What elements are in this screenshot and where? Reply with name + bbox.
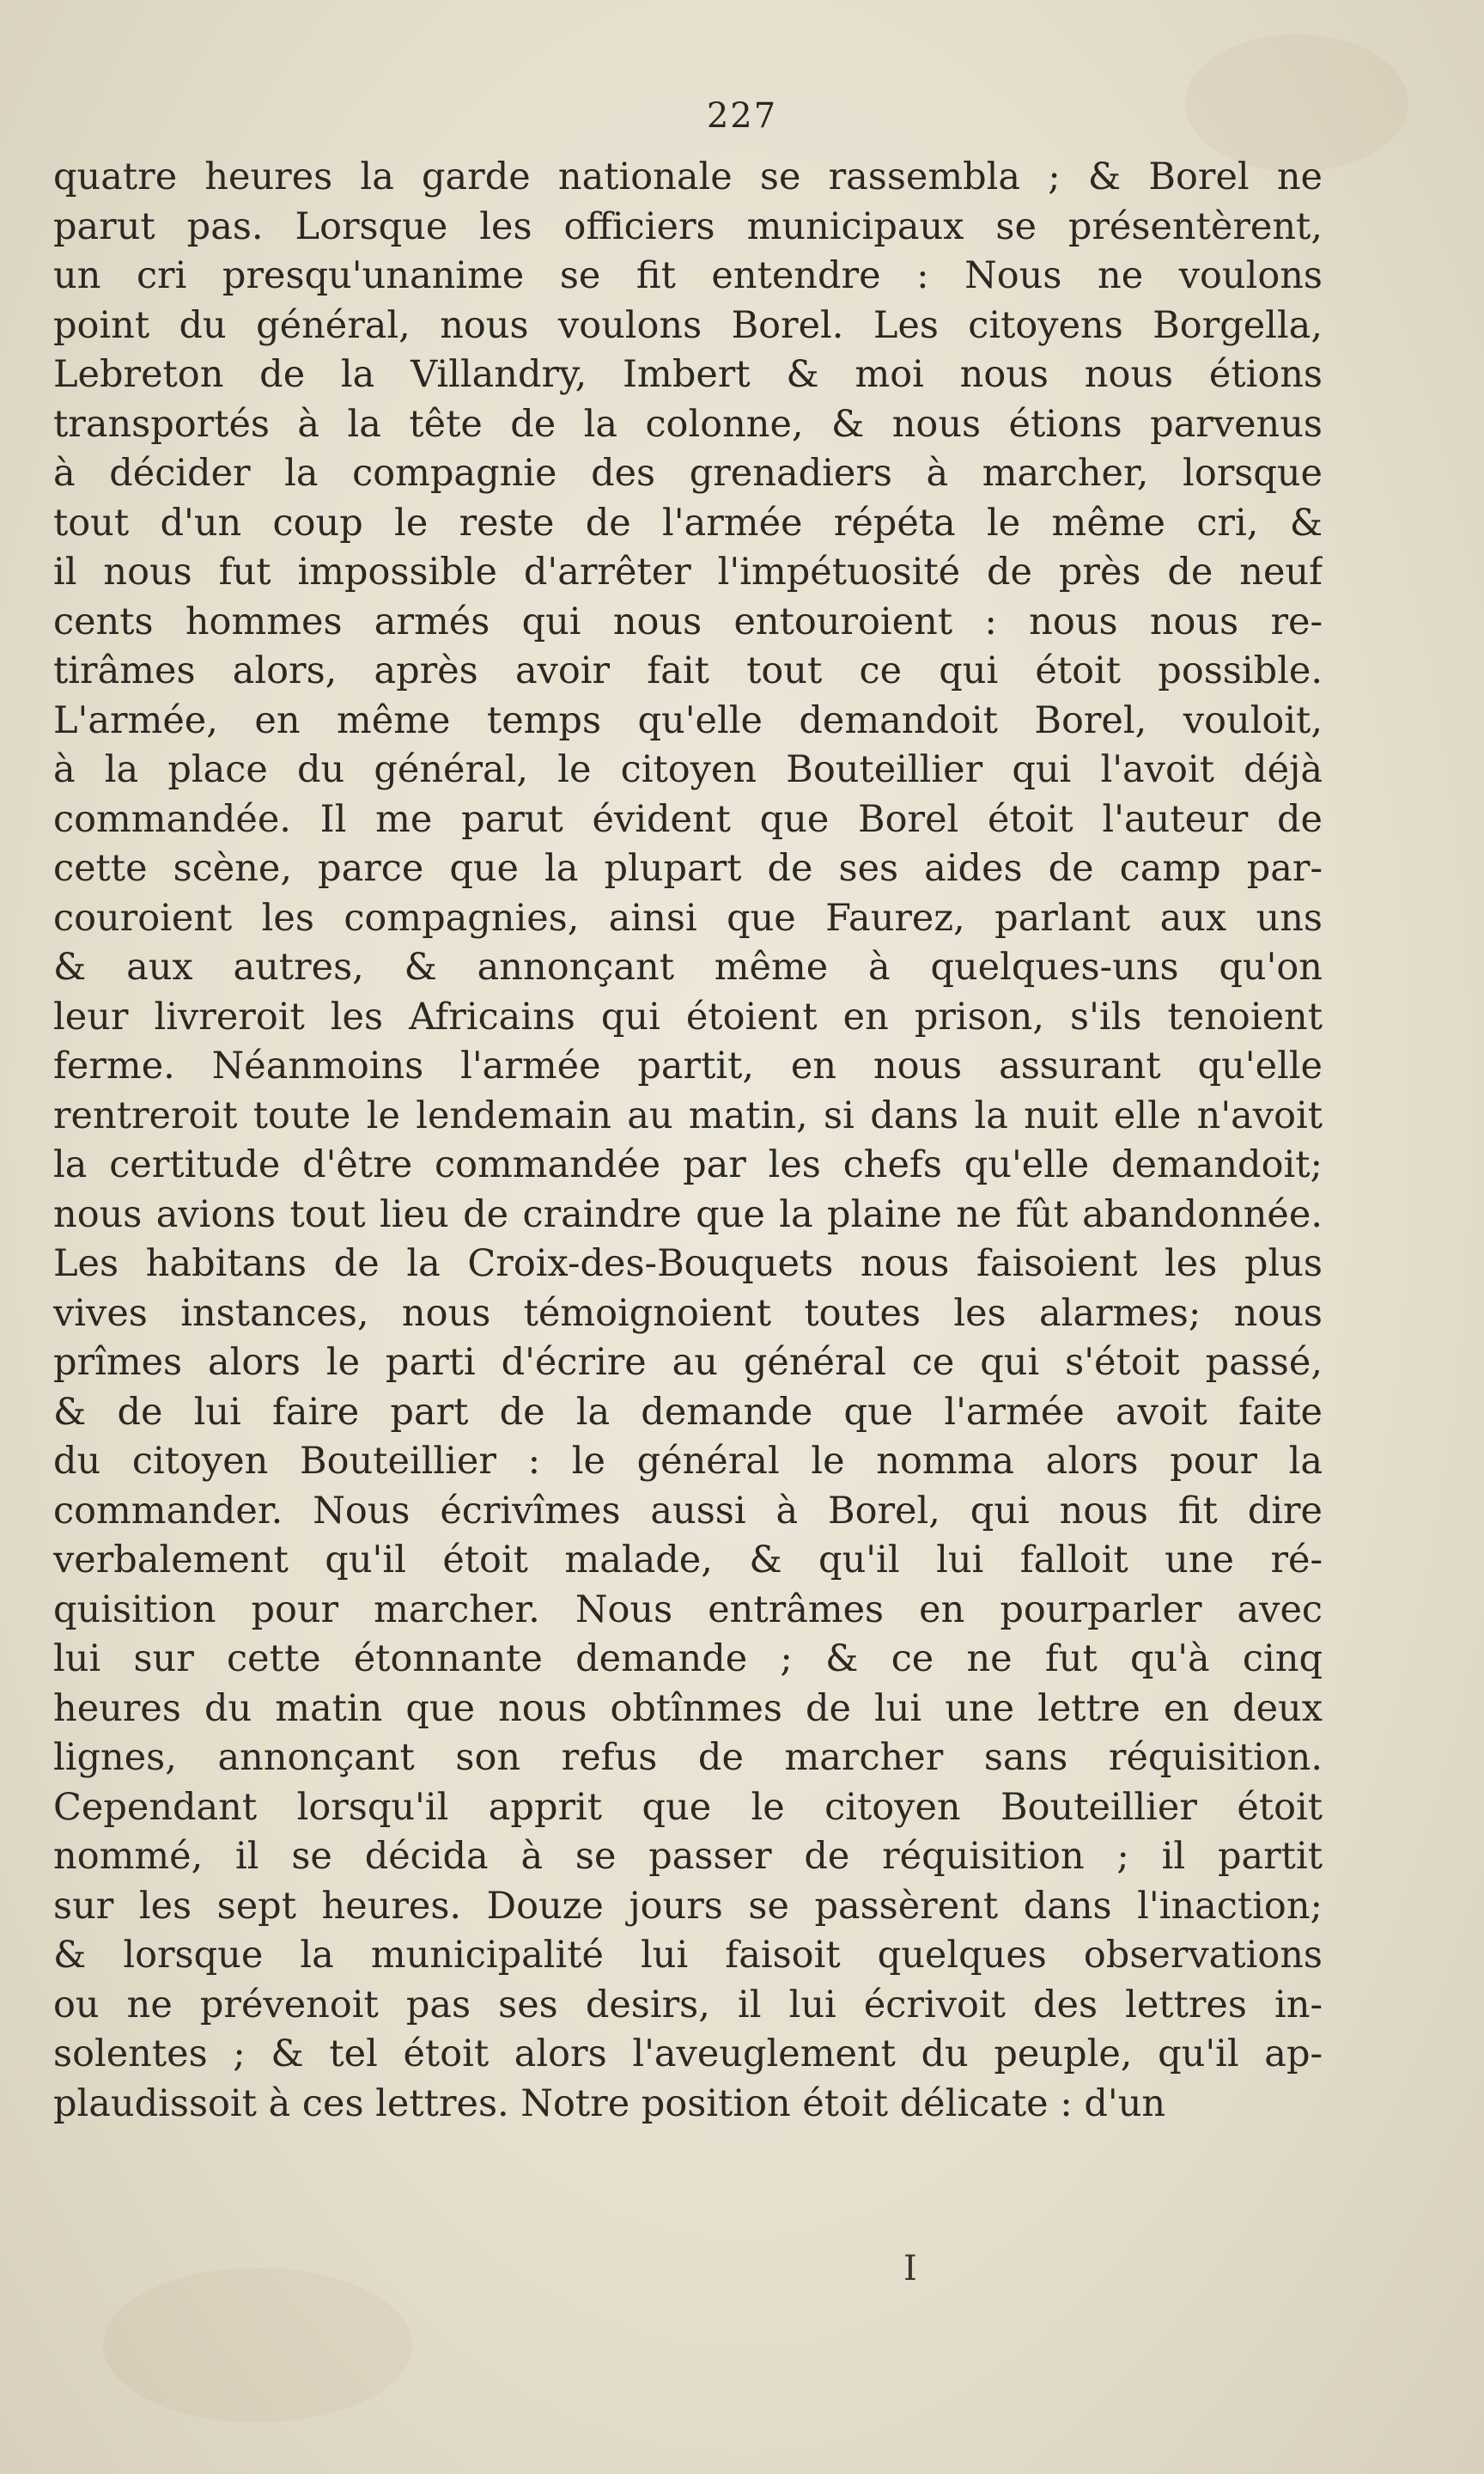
text-line: transportés à la tête de la colonne, & nous étions parvenus	[53, 402, 1323, 446]
text-line: & lorsque la municipalité lui faisoit quelques observations	[53, 1934, 1323, 1977]
text-line: Les habitans de la Croix-des-Bouquets nous faisoient les plus	[53, 1242, 1323, 1285]
text-line: la certitude d'être commandée par les chefs qu'elle demandoit;	[53, 1143, 1323, 1186]
text-line: & de lui faire part de la demande que l'armée avoit faite	[53, 1390, 1323, 1434]
text-line: plaudissoit à ces lettres. Notre position étoit délicate : d'un	[53, 2081, 1166, 2125]
text-line: leur livreroit les Africains qui étoient en prison, s'ils tenoient	[53, 995, 1323, 1039]
text-line: lignes, annonçant son refus de marcher sans réquisition.	[53, 1736, 1323, 1779]
text-line: tirâmes alors, après avoir fait tout ce qui étoit possible.	[53, 649, 1323, 692]
text-line: nommé, il se décida à se passer de réquisition ; il partit	[53, 1835, 1323, 1878]
signature-mark: I	[903, 2249, 917, 2288]
text-line: il nous fut impossible d'arrêter l'impétuosité de près de neuf	[53, 551, 1323, 594]
text-line: commander. Nous écrivîmes aussi à Borel, qui nous fit dire	[53, 1489, 1323, 1533]
text-line: ou ne prévenoit pas ses desirs, il lui écrivoit des lettres in-	[53, 1983, 1323, 2026]
text-line: du citoyen Bouteillier : le général le nomma alors pour la	[53, 1440, 1323, 1483]
text-line: rentreroit toute le lendemain au matin, si dans la nuit elle n'avoit	[53, 1094, 1323, 1137]
text-line: couroient les compagnies, ainsi que Faurez, parlant aux uns	[53, 896, 1323, 940]
paper-stain	[103, 2268, 412, 2422]
text-line: cents hommes armés qui nous entouroient : nous nous re-	[53, 600, 1323, 643]
text-line: ferme. Néanmoins l'armée partit, en nous assurant qu'elle	[53, 1045, 1323, 1088]
text-line: point du général, nous voulons Borel. Les citoyens Borgella,	[53, 303, 1323, 347]
text-line: cette scène, parce que la plupart de ses aides de camp par-	[53, 847, 1323, 890]
text-line: sur les sept heures. Douze jours se passèrent dans l'inaction;	[53, 1884, 1323, 1928]
text-line: solentes ; & tel étoit alors l'aveuglement du peuple, qu'il ap-	[53, 2032, 1323, 2075]
text-line: commandée. Il me parut évident que Borel étoit l'auteur de	[53, 797, 1323, 841]
text-line: à la place du général, le citoyen Bouteillier qui l'avoit déjà	[53, 748, 1323, 791]
text-line: un cri presqu'unanime se fit entendre : Nous ne voulons	[53, 254, 1323, 297]
page-number: 227	[706, 96, 778, 136]
text-line: quisition pour marcher. Nous entrâmes en pourparler avec	[53, 1587, 1323, 1631]
text-line: Cependant lorsqu'il apprit que le citoyen Bouteillier étoit	[53, 1785, 1323, 1829]
body-text	[53, 153, 1323, 2129]
text-line: nous avions tout lieu de craindre que la plaine ne fût abandonnée.	[53, 1192, 1323, 1236]
text-line: heures du matin que nous obtînmes de lui une lettre en deux	[53, 1686, 1323, 1730]
text-line: & aux autres, & annonçant même à quelques-uns qu'on	[53, 946, 1323, 989]
text-line: lui sur cette étonnante demande ; & ce ne fut qu'à cinq	[53, 1637, 1323, 1680]
text-line: Lebreton de la Villandry, Imbert & moi nous nous étions	[53, 353, 1323, 396]
text-line: L'armée, en même temps qu'elle demandoit Borel, vouloit,	[53, 698, 1323, 742]
text-line: verbalement qu'il étoit malade, & qu'il lui falloit une ré-	[53, 1539, 1323, 1581]
text-line: parut pas. Lorsque les officiers municipaux se présentèrent,	[53, 204, 1323, 248]
text-line: quatre heures la garde nationale se rassembla ; & Borel ne	[53, 155, 1323, 198]
text-line: prîmes alors le parti d'écrire au général ce qui s'étoit passé,	[53, 1341, 1323, 1384]
text-line: tout d'un coup le reste de l'armée répéta le même cri, &	[53, 501, 1323, 545]
text-line: vives instances, nous témoignoient toutes les alarmes; nous	[53, 1291, 1323, 1335]
text-line: à décider la compagnie des grenadiers à marcher, lorsque	[53, 452, 1323, 495]
